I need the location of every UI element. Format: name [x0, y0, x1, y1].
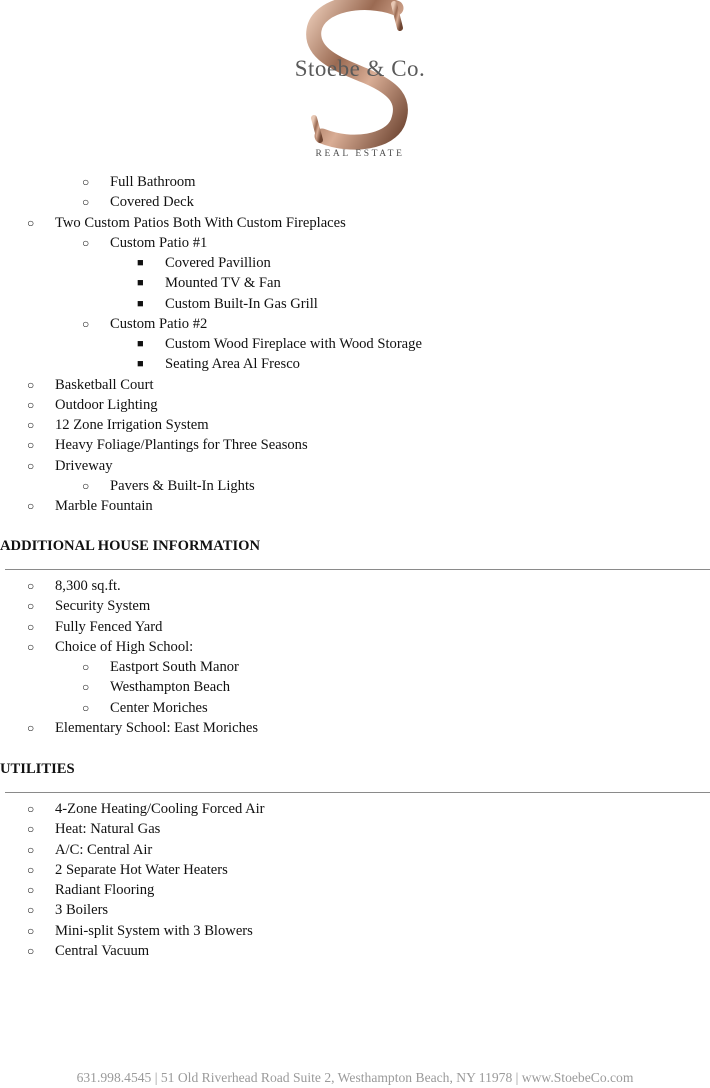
circle-bullet-icon: ○	[82, 175, 90, 189]
section-divider	[5, 569, 710, 570]
circle-bullet-icon: ○	[82, 317, 90, 331]
list-item	[0, 677, 700, 697]
list-item	[0, 496, 700, 516]
list-item-text: Custom Built-In Gas Grill	[165, 296, 318, 312]
list-item-text: Covered Pavillion	[165, 255, 271, 271]
list-item	[0, 596, 700, 616]
circle-bullet-icon: ○	[27, 924, 35, 938]
list-item	[0, 273, 700, 293]
list-item	[0, 334, 700, 354]
list-item	[0, 233, 700, 253]
list-item	[0, 192, 700, 212]
list-item	[0, 253, 700, 273]
list-item-text: Marble Fountain	[55, 498, 153, 514]
list-item-text: Center Moriches	[110, 700, 208, 716]
list-item-text: Basketball Court	[55, 377, 154, 393]
section-heading-utilities: UTILITIES	[0, 761, 75, 777]
square-bullet-icon: ■	[137, 298, 144, 310]
circle-bullet-icon: ○	[27, 620, 35, 634]
list-item	[0, 799, 700, 819]
circle-bullet-icon: ○	[27, 599, 35, 613]
list-item	[0, 435, 700, 455]
list-item-text: Westhampton Beach	[110, 679, 230, 695]
circle-bullet-icon: ○	[27, 579, 35, 593]
list-item-text: Radiant Flooring	[55, 882, 155, 898]
circle-bullet-icon: ○	[27, 398, 35, 412]
list-item	[0, 213, 700, 233]
list-item-text: Custom Wood Fireplace with Wood Storage	[165, 336, 422, 352]
square-bullet-icon: ■	[137, 338, 144, 350]
logo-wordmark: Stoebe & Co.	[294, 56, 426, 81]
circle-bullet-icon: ○	[27, 499, 35, 513]
list-item-text: 3 Boilers	[55, 902, 109, 918]
list-item	[0, 860, 700, 880]
square-bullet-icon: ■	[137, 257, 144, 269]
list-item	[0, 921, 700, 941]
list-item-text: Heavy Foliage/Plantings for Three Seasons	[55, 437, 308, 453]
list-item-text: Pavers & Built-In Lights	[110, 478, 255, 494]
list-item	[0, 880, 700, 900]
list-item-text: 2 Separate Hot Water Heaters	[55, 862, 228, 878]
list-item	[0, 354, 700, 374]
company-logo	[270, 0, 450, 165]
circle-bullet-icon: ○	[27, 944, 35, 958]
circle-bullet-icon: ○	[27, 822, 35, 836]
list-item	[0, 576, 700, 596]
circle-bullet-icon: ○	[27, 883, 35, 897]
square-bullet-icon: ■	[137, 358, 144, 370]
list-item	[0, 900, 700, 920]
list-item-text: Mini-split System with 3 Blowers	[55, 923, 253, 939]
list-item-text: Mounted TV & Fan	[165, 275, 281, 291]
list-item	[0, 456, 700, 476]
list-item	[0, 698, 700, 718]
logo-s-monogram-icon	[270, 0, 450, 165]
list-item-text: Choice of High School:	[55, 639, 194, 655]
list-item-text: Outdoor Lighting	[55, 397, 158, 413]
circle-bullet-icon: ○	[27, 640, 35, 654]
list-item	[0, 819, 700, 839]
list-item-text: Fully Fenced Yard	[55, 619, 163, 635]
circle-bullet-icon: ○	[82, 701, 90, 715]
list-item-text: 8,300 sq.ft.	[55, 578, 121, 594]
list-item	[0, 840, 700, 860]
list-item	[0, 375, 700, 395]
list-item	[0, 637, 700, 657]
list-item-text: Custom Patio #2	[110, 316, 208, 332]
circle-bullet-icon: ○	[27, 802, 35, 816]
circle-bullet-icon: ○	[27, 903, 35, 917]
footer-contact: 631.998.4545 | 51 Old Riverhead Road Suite 2, Westhampton Beach, NY 11978 | www.StoebeCo.com	[76, 1070, 634, 1085]
list-item-text: Seating Area Al Fresco	[165, 356, 300, 372]
list-item	[0, 395, 700, 415]
list-item-text: Security System	[55, 598, 151, 614]
section-divider	[5, 792, 710, 793]
circle-bullet-icon: ○	[27, 721, 35, 735]
list-item-text: Eastport South Manor	[110, 659, 239, 675]
list-item-text: A/C: Central Air	[55, 842, 153, 858]
square-bullet-icon: ■	[137, 277, 144, 289]
list-item-text: Full Bathroom	[110, 174, 196, 190]
circle-bullet-icon: ○	[82, 680, 90, 694]
circle-bullet-icon: ○	[82, 236, 90, 250]
circle-bullet-icon: ○	[82, 660, 90, 674]
list-item-text: Custom Patio #1	[110, 235, 208, 251]
list-item-text: Two Custom Patios Both With Custom Fireplaces	[55, 215, 346, 231]
list-item-text: Driveway	[55, 458, 113, 474]
circle-bullet-icon: ○	[27, 459, 35, 473]
list-item	[0, 415, 700, 435]
logo-tagline: REAL ESTATE	[315, 149, 405, 159]
list-item	[0, 718, 700, 738]
list-item-text: 12 Zone Irrigation System	[55, 417, 209, 433]
list-item	[0, 172, 700, 192]
list-item-text: Elementary School: East Moriches	[55, 720, 259, 736]
circle-bullet-icon: ○	[82, 195, 90, 209]
list-item	[0, 657, 700, 677]
list-item	[0, 617, 700, 637]
circle-bullet-icon: ○	[27, 378, 35, 392]
circle-bullet-icon: ○	[27, 843, 35, 857]
list-item	[0, 294, 700, 314]
list-item-text: Central Vacuum	[55, 943, 150, 959]
list-item-text: Heat: Natural Gas	[55, 821, 161, 837]
list-item	[0, 314, 700, 334]
list-item	[0, 941, 700, 961]
list-item	[0, 476, 700, 496]
list-item-text: 4-Zone Heating/Cooling Forced Air	[55, 801, 265, 817]
section-heading-additional: ADDITIONAL HOUSE INFORMATION	[0, 538, 261, 554]
circle-bullet-icon: ○	[82, 479, 90, 493]
list-item-text: Covered Deck	[110, 194, 194, 210]
circle-bullet-icon: ○	[27, 438, 35, 452]
circle-bullet-icon: ○	[27, 216, 35, 230]
circle-bullet-icon: ○	[27, 418, 35, 432]
circle-bullet-icon: ○	[27, 863, 35, 877]
